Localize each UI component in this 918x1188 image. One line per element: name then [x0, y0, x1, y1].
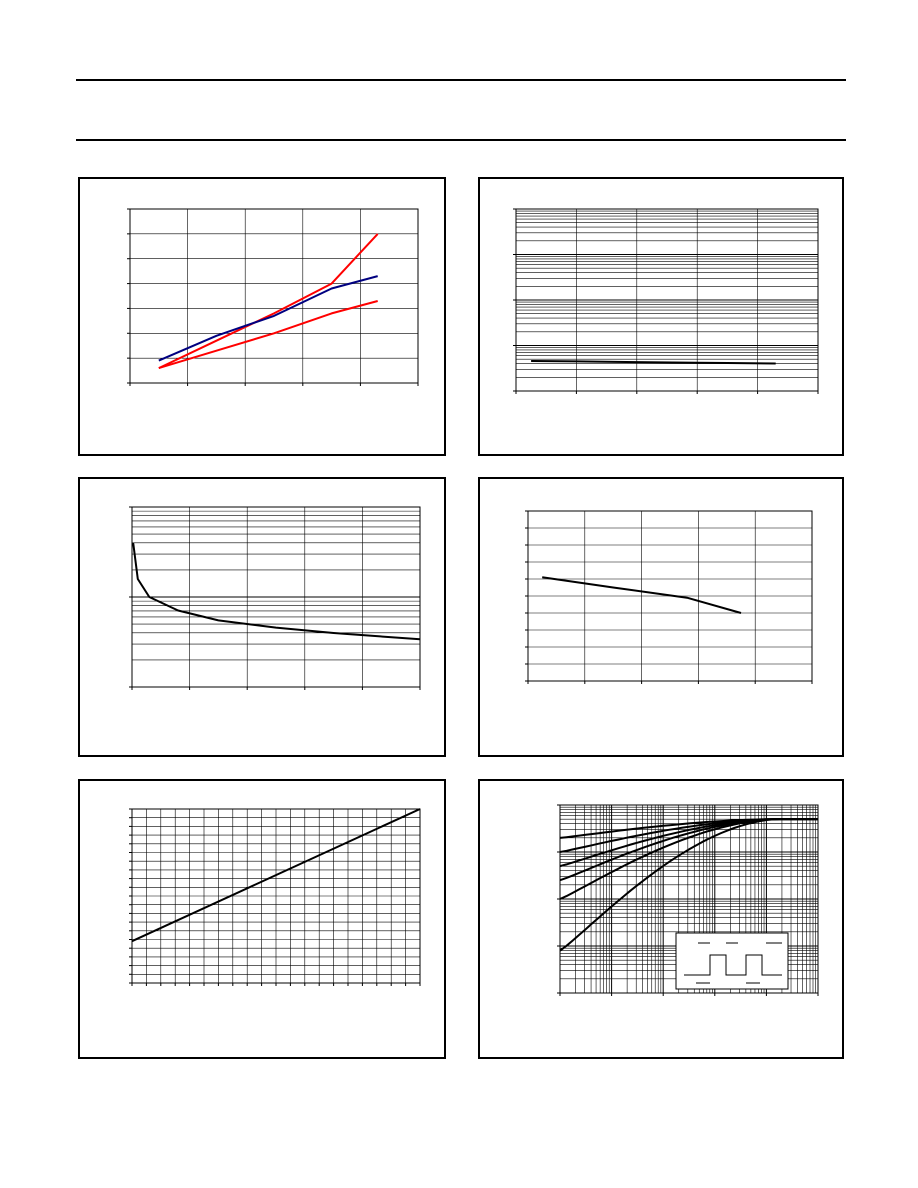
header-rule-bottom	[76, 139, 846, 141]
chart-2	[480, 179, 846, 458]
chart-4	[480, 479, 846, 759]
series-2-line	[159, 276, 378, 361]
header-rule-top	[76, 79, 846, 81]
chart-panel-2	[478, 177, 844, 456]
chart-panel-3	[78, 477, 446, 757]
plot-frame	[130, 209, 418, 383]
chart-panel-4	[478, 477, 844, 757]
chart-panel-5	[78, 779, 446, 1059]
series-1-line	[531, 361, 776, 364]
series-1-line	[560, 819, 818, 838]
chart-3	[80, 479, 448, 759]
grid	[132, 809, 420, 983]
chart-panel-1	[78, 177, 446, 456]
grid	[132, 507, 420, 687]
series-1-line	[133, 543, 420, 639]
pulse-inset-frame	[676, 933, 788, 989]
series-1-line	[159, 234, 378, 368]
chart-5	[80, 781, 448, 1061]
chart-panel-6	[478, 779, 844, 1059]
grid	[130, 209, 418, 383]
chart-6	[480, 781, 846, 1061]
chart-1	[80, 179, 448, 458]
